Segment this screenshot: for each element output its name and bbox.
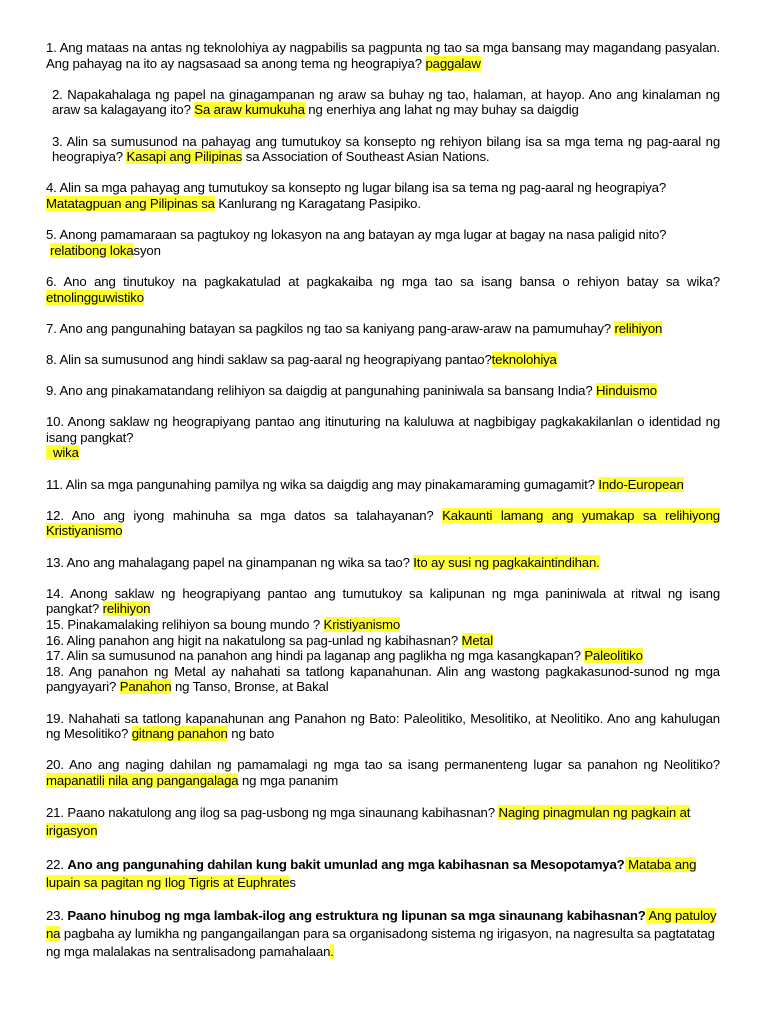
- answer-highlight: Kasapi ang Pilipinas: [126, 149, 243, 165]
- question-2: 2. Napakahalaga ng papel na ginagampanan ng araw sa buhay ng tao, halaman, at hayop. Ano ang kinalaman ng araw sa kalagayang ito? Sa araw kumukuha ng enerhiya ang lahat ng may buhay sa daigdig: [52, 86, 720, 118]
- question-11: 11. Alin sa mga pangunahing pamilya ng wika sa daigdig ang may pinakamaraming gumagamit? Indo-European: [46, 476, 684, 492]
- answer-highlight: Indo-European: [598, 476, 684, 492]
- question-20: 20. Ano ang naging dahilan ng pamamalagi ng mga tao sa isang permanenteng lugar sa panahon ng Neolitiko? mapanatili nila ang pangangalaga ng mga pananim: [46, 757, 720, 788]
- answer-highlight: mapanatili nila ang pangangalaga: [46, 772, 239, 788]
- answer-highlight: teknolohiya: [491, 351, 557, 367]
- answer-highlight: Panahon: [119, 679, 172, 695]
- answer-highlight: paggalaw: [425, 55, 481, 71]
- answer-highlight: Kakaunti lamang ang yumakap sa relihiyong Kristiyanismo: [46, 507, 720, 539]
- answer-highlight: relatibong loka: [50, 242, 134, 258]
- answer-highlight: gitnang panahon: [131, 726, 228, 742]
- question-9: 9. Ano ang pinakamatandang relihiyon sa daigdig at pangunahing paniniwala sa bansang India? Hinduismo: [46, 383, 657, 399]
- answer-highlight: relihiyon: [614, 320, 663, 336]
- question-22: 22. Ano ang pangunahing dahilan kung bakit umunlad ang mga kabihasnan sa Mesopotamya? Mataba ang lupain sa pagitan ng Ilog Tigris at Euphrates: [46, 856, 697, 890]
- answer-highlight: Mataba ang lupain sa pagitan ng Ilog Tigris at Euphrate: [46, 856, 697, 890]
- question-21: 21. Paano nakatulong ang ilog sa pag-usbong ng mga sinaunang kabihasnan? Naging pinagmulan ng pagkain at irigasyon: [46, 805, 691, 839]
- question-12: 12. Ano ang iyong mahinuha sa mga datos sa talahayanan? Kakaunti lamang ang yumakap sa relihiyong Kristiyanismo: [46, 507, 720, 539]
- question-16: 16. Aling panahon ang higit na nakatulong sa pag-unlad ng kabihasnan? Metal: [46, 632, 494, 648]
- answer-highlight-end: .: [330, 944, 334, 960]
- answer-highlight: Ito ay susi ng pagkakaintindihan.: [413, 554, 600, 570]
- question-4: 4. Alin sa mga pahayag ang tumutukoy sa konsepto ng lugar bilang isa sa tema ng pag-aaral ng heograpiya? Matatagpuan ang Pilipinas sa Kanlurang ng Karagatang Pasipiko.: [46, 180, 667, 211]
- question-19: 19. Nahahati sa tatlong kapanahunan ang Panahon ng Bato: Paleolitiko, Mesolitiko, at Neolitiko. Ano ang kahulugan ng Mesolitiko? gitnang panahon ng bato: [46, 710, 720, 742]
- answer-sheet: [46, 40, 720, 961]
- question-6: 6. Ano ang tinutukoy na pagkakatulad at pagkakaiba ng mga tao sa isang bansa o rehiyon batay sa wika? etnolingguwistiko: [46, 273, 720, 305]
- answer-highlight: Hinduismo: [596, 383, 657, 399]
- question-17: 17. Alin sa sumusunod na panahon ang hindi pa laganap ang paglikha ng mga kasangkapan? Paleolitiko: [46, 648, 643, 664]
- answer-highlight: Naging pinagmulan ng pagkain at irigasyon: [46, 805, 691, 839]
- question-1: 1. Ang mataas na antas ng teknolohiya ay nagpabilis sa pagpunta ng tao sa mga bansang may magandang pasyalan. Ang pahayag na ito ay nagsasaad sa anong tema ng heograpiya? paggalaw: [46, 40, 720, 71]
- answer-highlight: Metal: [461, 632, 494, 648]
- question-8: 8. Alin sa sumusunod ang hindi saklaw sa pag-aaral ng heograpiyang pantao?teknolohiya: [46, 351, 557, 367]
- question-7: 7. Ano ang pangunahing batayan sa pagkilos ng tao sa kaniyang pang-araw-araw na pamumuhay? relihiyon: [46, 320, 663, 336]
- answer-highlight: Kristiyanismo: [323, 616, 401, 632]
- question-18: 18. Ang panahon ng Metal ay nahahati sa tatlong kapanahunan. Alin ang wastong pagkakasunod-sunod ng mga pangyayari? Panahon ng Tanso, Bronse, at Bakal: [46, 663, 720, 695]
- answer-highlight: relihiyon: [102, 601, 151, 617]
- answer-highlight: Ang patuloy na: [46, 908, 717, 942]
- answer-highlight: Paleolitiko: [584, 648, 643, 664]
- answer-highlight: Sa araw kumukuha: [194, 102, 305, 118]
- answer-highlight: etnolingguwistiko: [46, 289, 144, 305]
- answer-highlight: Matatagpuan ang Pilipinas sa: [46, 195, 215, 211]
- question-10: 10. Anong saklaw ng heograpiyang pantao ang itinuturing na kaluluwa at nagbibigay pagkakakilanlan o identidad ng isang pangkat? wika: [46, 414, 720, 461]
- answer-highlight: wika: [46, 445, 79, 461]
- question-13: 13. Ano ang mahalagang papel na ginampanan ng wika sa tao? Ito ay susi ng pagkakaintindihan.: [46, 554, 600, 570]
- question-23: 23. Paano hinubog ng mga lambak-ilog ang estruktura ng lipunan sa mga sinaunang kabihasnan? Ang patuloy na pagbaha ay lumikha ng pangangailangan para sa organisadong sistema ng irigasyon, na nagresulta sa pagtatatag ng mga malalakas na sentralisadong pamahalaan.: [46, 908, 717, 960]
- question-15: 15. Pinakamalaking relihiyon sa boung mundo ? Kristiyanismo: [46, 616, 401, 632]
- question-14: 14. Anong saklaw ng heograpiyang pantao ang tumutukoy sa kalipunan ng mga paniniwala at ritwal ng isang pangkat? relihiyon: [46, 585, 720, 617]
- question-5: 5. Anong pamamaraan sa pagtukoy ng lokasyon na ang batayan ay mga lugar at bagay na nasa paligid nito? relatibong lokasyon: [46, 227, 667, 258]
- question-3: 3. Alin sa sumusunod na pahayag ang tumutukoy sa konsepto ng rehiyon bilang isa sa mga tema ng pag-aaral ng heograpiya? Kasapi ang Pilipinas sa Association of Southeast Asian Nations.: [52, 133, 720, 165]
